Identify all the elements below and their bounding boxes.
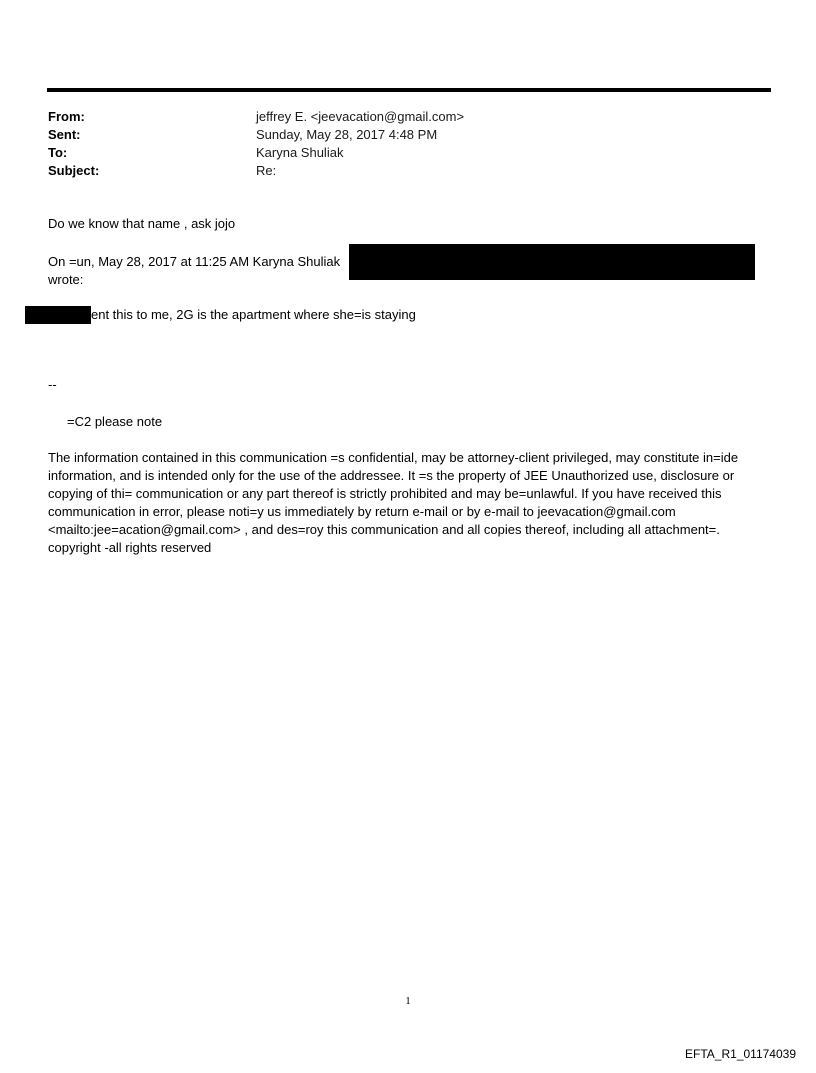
from-value: jeffrey E. <jeevacation@gmail.com> — [256, 109, 465, 124]
from-label: From: — [48, 109, 85, 124]
to-row — [48, 144, 464, 162]
top-rule — [47, 88, 771, 92]
subject-row — [48, 162, 464, 180]
disclaimer: The information contained in this communication =s confidential, may be attorney-client privileged, may constitute in=ide information, and is intended only for the use of the addressee. It =s the property of JEE Unauthorized use, disclosure or copying of thi= communication or any part thereof is strictly prohibited and may be=unlawful. If you have received this communication in error, please noti=y us immediately by return e-mail or by e-mail to jeevacation@gmail.com <mailto:jee=acation@gmail.com> , and des=roy this communication and all copies thereof, including all attachment=. copyright -all rights reserved — [48, 450, 739, 555]
subject-label: Subject: — [48, 163, 100, 178]
subject-value: Re: — [256, 163, 277, 178]
body-line-1: Do we know that name , ask jojo — [48, 216, 236, 231]
quoted-line: ent this to me, 2G is the apartment where she=is staying — [91, 307, 416, 322]
signature-dashes: -- — [48, 377, 57, 392]
redaction-box-2 — [25, 306, 91, 324]
sent-value: Sunday, May 28, 2017 4:48 PM — [256, 127, 438, 142]
document-id: EFTA_R1_01174039 — [685, 1047, 796, 1061]
quote-intro: On =un, May 28, 2017 at 11:25 AM Karyna Shuliak — [48, 254, 341, 269]
sent-row — [48, 126, 464, 144]
to-label: To: — [48, 145, 68, 160]
email-header — [48, 108, 464, 180]
from-row — [48, 108, 464, 126]
redaction-box-1 — [349, 244, 755, 280]
sent-label: Sent: — [48, 127, 81, 142]
page-number: 1 — [405, 995, 411, 1007]
to-value: Karyna Shuliak — [256, 145, 344, 160]
signature-note: =C2 please note — [67, 414, 163, 429]
quote-wrote: wrote: — [48, 272, 84, 287]
